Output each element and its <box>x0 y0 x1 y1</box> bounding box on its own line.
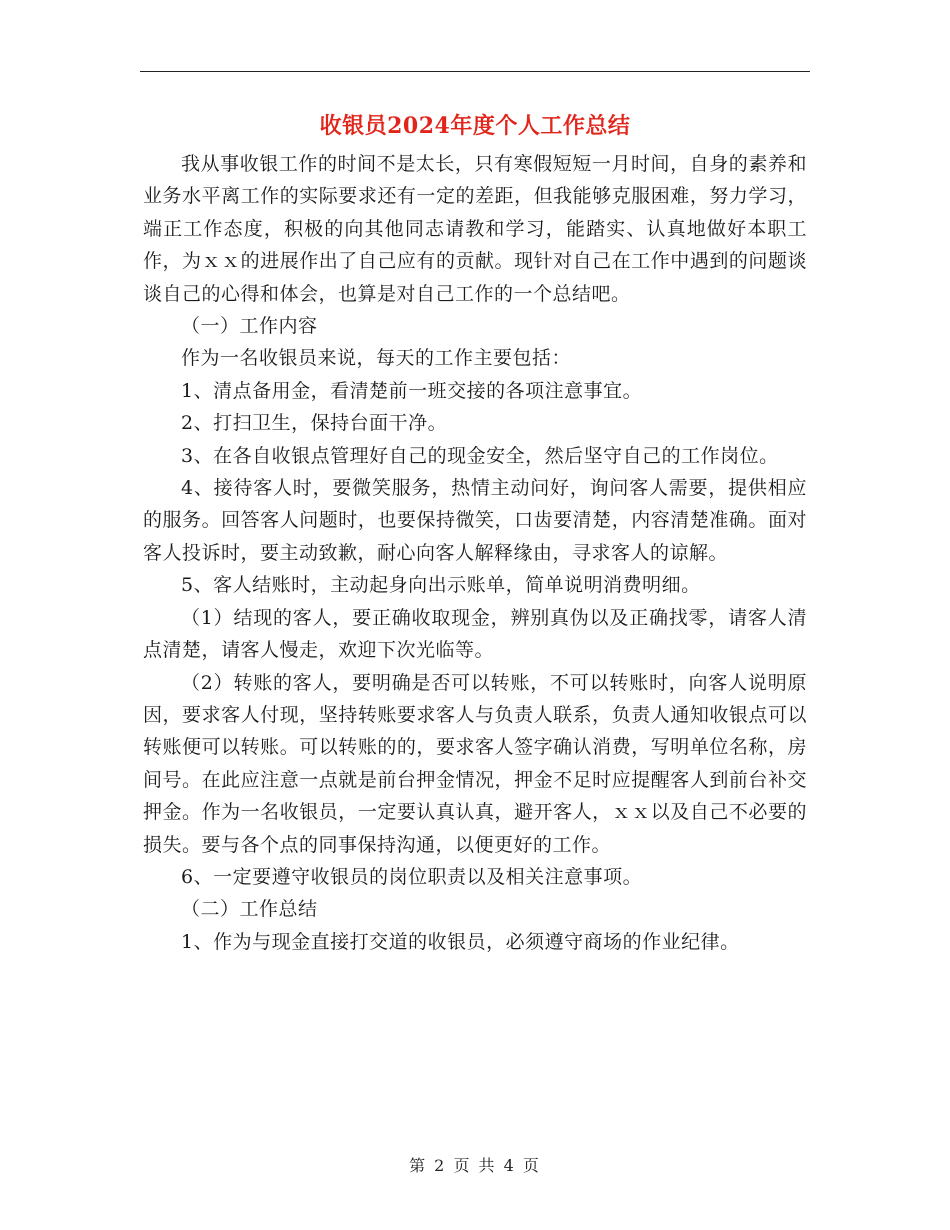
work-content-intro: 作为一名收银员来说，每天的工作主要包括： <box>181 347 572 370</box>
list-item-4: 4、接待客人时，要微笑服务，热情主动问好，询问客人需要，提供相应的服务。回答客人问题时，也要保持微笑，口齿要清楚，内容清楚准确。面对客人投诉时，要主动致歉，耐心向客人解释缘由，寻求客人的谅解。 <box>143 477 807 564</box>
list-item-5: 5、客人结账时，主动起身向出示账单，简单说明消费明细。 <box>181 574 701 597</box>
list-item-2: 2、打扫卫生，保持台面干净。 <box>181 412 448 435</box>
document-title: 收银员2024年度个人工作总结 <box>319 113 631 139</box>
section-heading-work-summary: （二）工作总结 <box>181 898 318 921</box>
header-rule <box>140 71 810 72</box>
intro-paragraph: 我从事收银工作的时间不是太长，只有寒假短短一月时间，自身的素养和业务水平离工作的实际要求还有一定的差距，但我能够克服困难，努力学习，端正工作态度，积极的向其他同志请教和学习，能踏实、认真地做好本职工作，为ｘｘ的进展作出了自己应有的贡献。现针对自己在工作中遇到的问题谈谈自己的心得和体会，也算是对自己工作的一个总结吧。 <box>143 153 807 305</box>
list-item-3: 3、在各自收银点管理好自己的现金安全，然后坚守自己的工作岗位。 <box>181 444 779 467</box>
sub-item-cash: （1）结现的客人，要正确收取现金，辨别真伪以及正确找零，请客人清点清楚，请客人慢走，欢迎下次光临等。 <box>143 606 807 662</box>
list-item-6: 6、一定要遵守收银员的岗位职责以及相关注意事项。 <box>181 865 643 888</box>
summary-item-1: 1、作为与现金直接打交道的收银员，必须遵守商场的作业纪律。 <box>181 930 740 953</box>
list-item-1: 1、清点备用金，看清楚前一班交接的各项注意事宜。 <box>181 379 643 402</box>
section-heading-work-content: （一）工作内容 <box>181 315 318 338</box>
sub-item-transfer: （2）转账的客人，要明确是否可以转账，不可以转账时，向客人说明原因，要求客人付现，坚持转账要求客人与负责人联系，负责人通知收银点可以转账便可以转账。可以转账的的，要求客人签字确认消费，写明单位名称，房间号。在此应注意一点就是前台押金情况，押金不足时应提醒客人到前台补交押金。作为一名收银员，一定要认真认真，避开客人，ｘｘ以及自己不必要的损失。要与各个点的同事保持沟通，以便更好的工作。 <box>143 671 807 856</box>
page-number: 第 2 页 共 4 页 <box>409 1156 541 1175</box>
document-body <box>143 148 807 958</box>
